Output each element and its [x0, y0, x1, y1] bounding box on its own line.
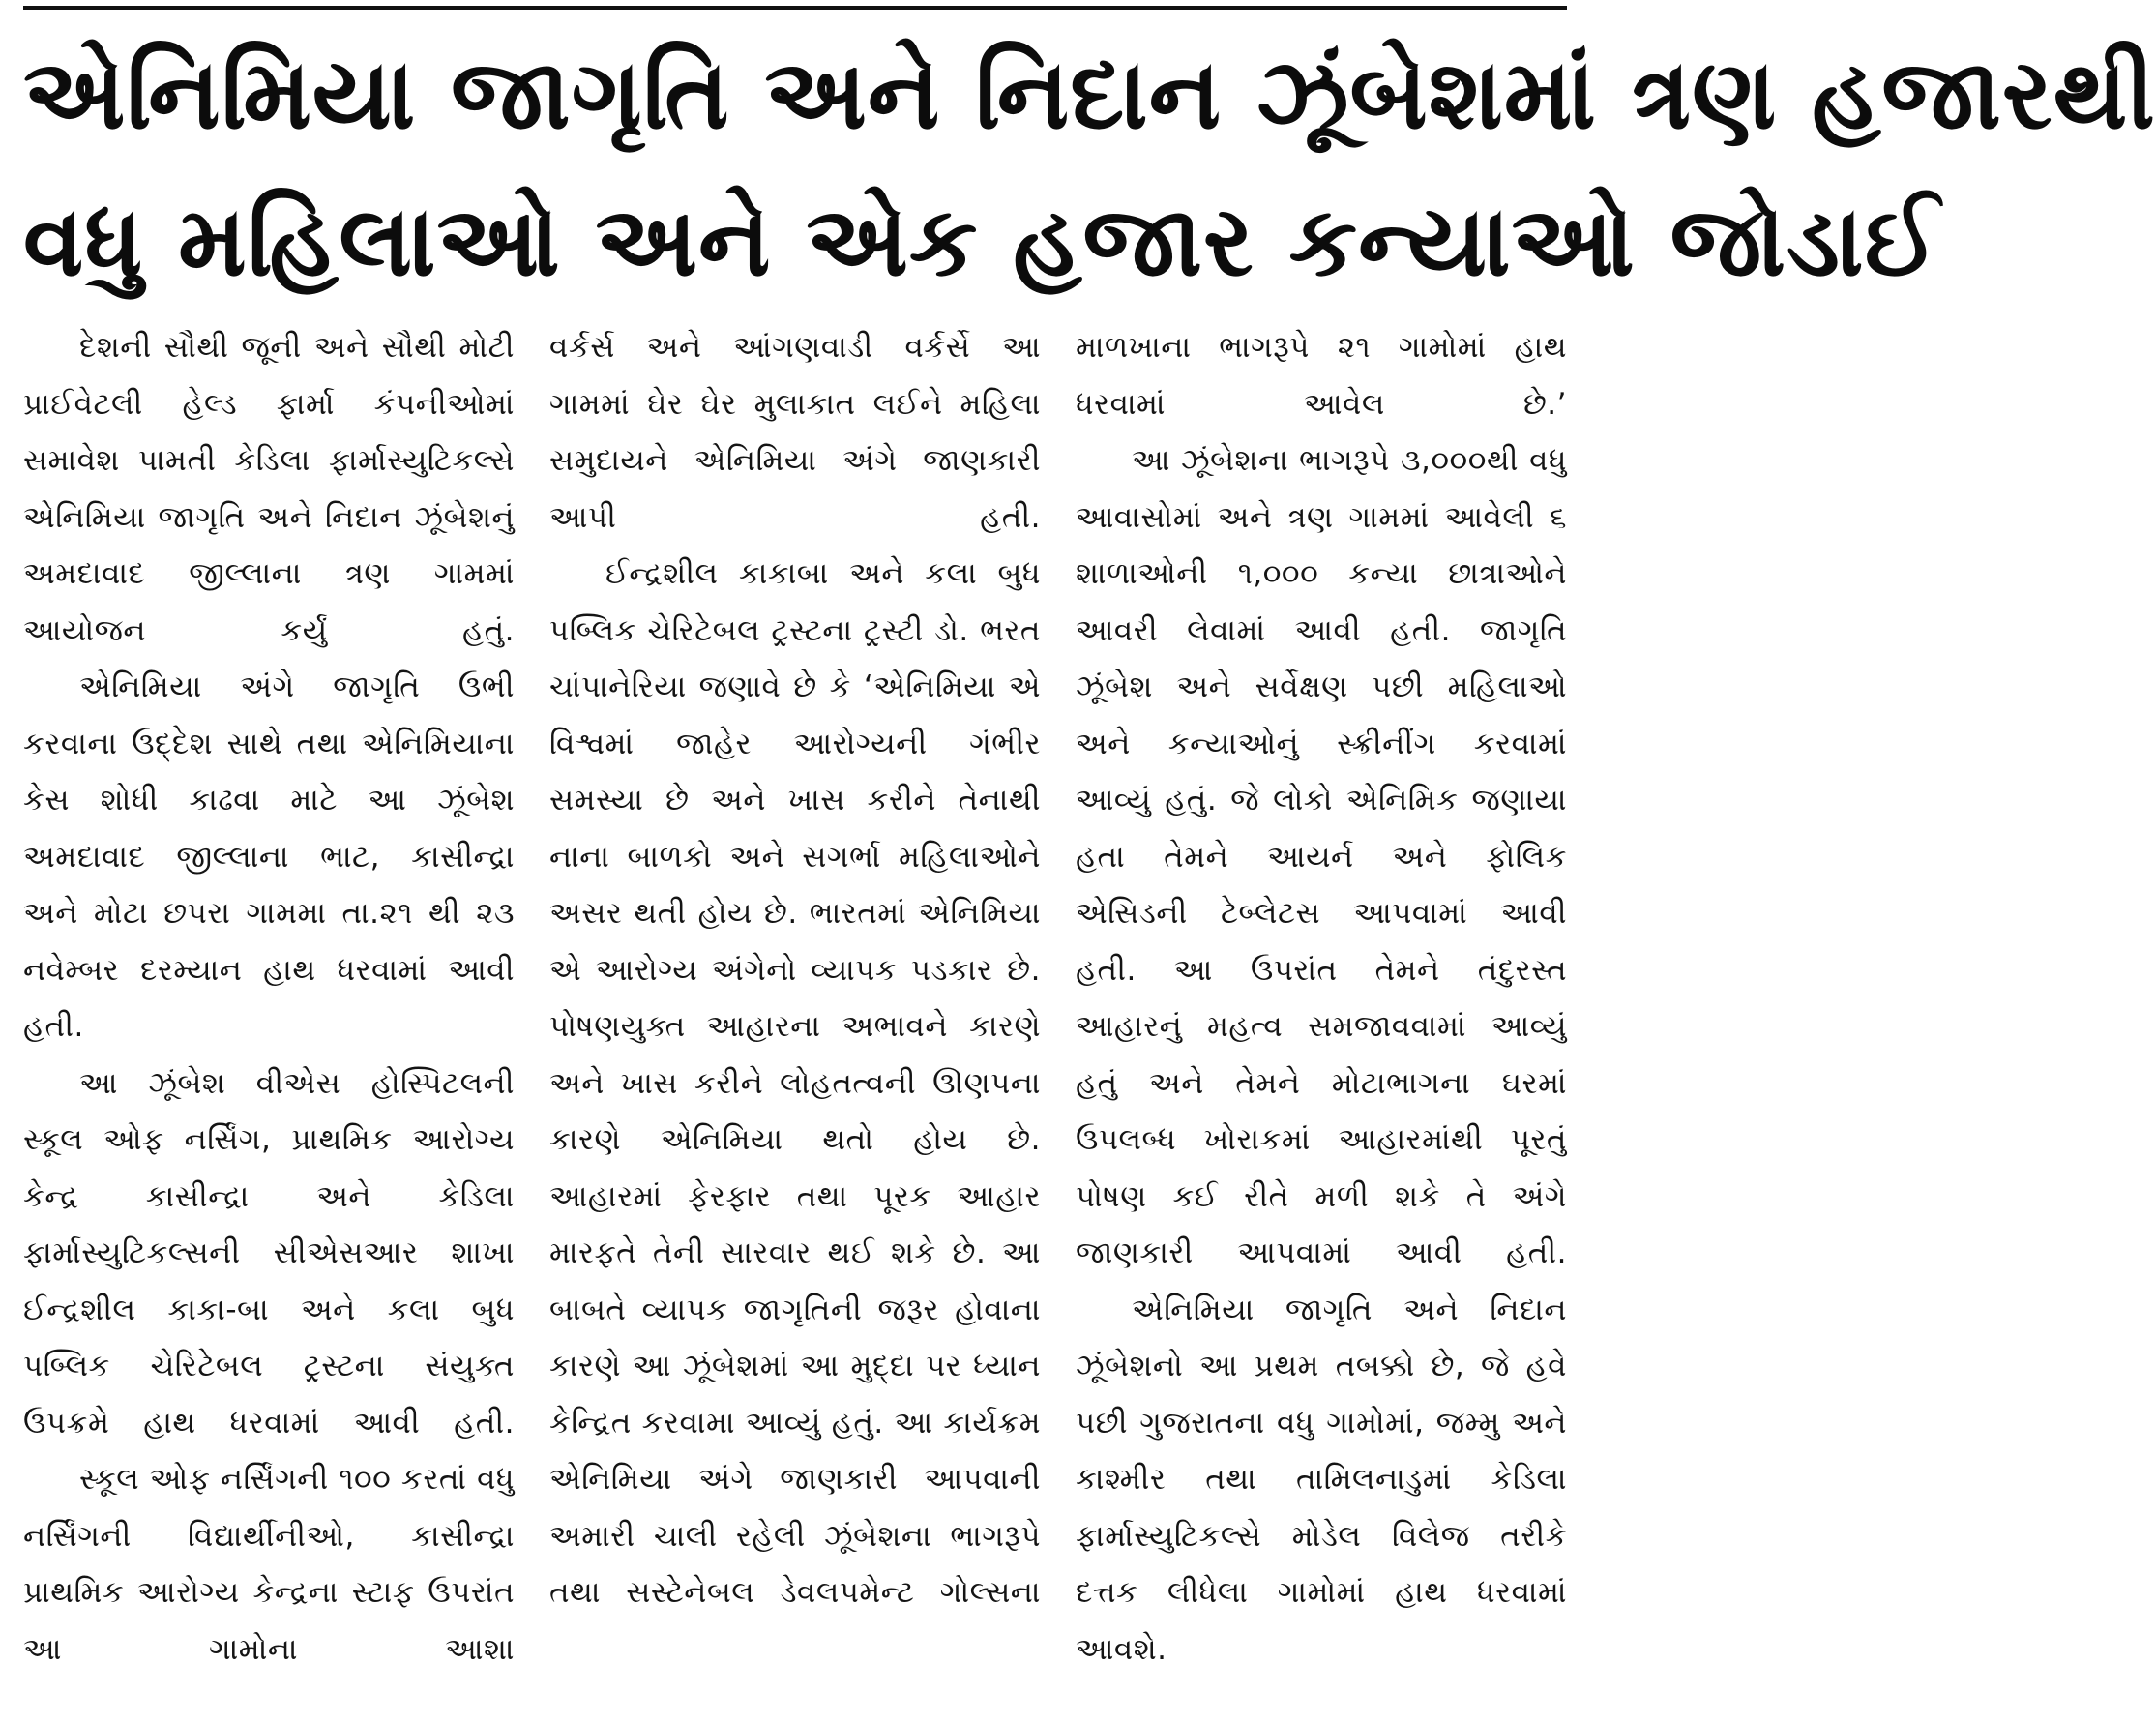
- article-body: [23, 319, 1567, 1722]
- headline-line-1: એનિમિયા જાગૃતિ અને નિદાન ઝૂંબેશમાં ત્રણ હજારથી: [23, 38, 2156, 151]
- headline-line-2: વધુ મહિલાઓ અને એક હજાર કન્યાઓ જોડાઈ: [23, 185, 1940, 298]
- paragraph: દેશની સૌથી જૂની અને સૌથી મોટી પ્રાઈવેટલી હેલ્ડ ફાર્મા કંપનીઓમાં સમાવેશ પામતી કેડિલા ફાર્માસ્યુટિકલ્સે એનિમિયા જાગૃતિ અને નિદાન ઝૂંબેશનું અમદાવાદ જીલ્લાના ત્રણ ગામમાં આયોજન કર્યું હતું.: [23, 330, 515, 648]
- paragraph: આ ઝૂંબેશના ભાગરૂપે ૩,૦૦૦થી વધુ આવાસોમાં અને ત્રણ ગામમાં આવેલી ૬ શાળાઓની ૧,૦૦૦ કન્યા છાત્રાઓને આવરી લેવામાં આવી હતી. જાગૃતિ ઝૂંબેશ અને સર્વેક્ષણ પછી મહિલાઓ અને કન્યાઓનું સ્ક્રીનીંગ કરવામાં આવ્યું હતું. જે લોકો એનિમિક જણાયા હતા તેમને આયર્ન અને ફોલિક એસિડની ટેબ્લેટસ આપવામાં આવી હતી. આ ઉપરાંત તેમને તંદુરસ્ત આહારનું મહત્વ સમજાવવામાં આવ્યું હતું અને તેમને મોટાભાગના ઘરમાં ઉપલબ્ધ ખોરાકમાં આહારમાંથી પૂરતું પોષણ કઈ રીતે મળી શકે તે અંગે જાણકારી આપવામાં આવી હતી.: [1076, 443, 1567, 1270]
- paragraph: એનિમિયા અંગે જાગૃતિ ઉભી કરવાના ઉદ્દેશ સાથે તથા એનિમિયાના કેસ શોધી કાઢવા માટે આ ઝૂંબેશ અમદાવાદ જીલ્લાના ભાટ, કાસીન્દ્રા અને મોટા છપરા ગામમા તા.૨૧ થી ૨૩ નવેમ્બર દરમ્યાન હાથ ધરવામાં આવી હતી.: [23, 669, 515, 1044]
- paragraph: વર્કર્સ અને આંગણવાડી વર્કર્સે આ ગામમાં ઘેર ઘેર મુલાકાત લઈને મહિલા સમુદાયને એનિમિયા અંગે જાણકારી આપી હતી.: [549, 330, 1041, 535]
- column-3: [1076, 319, 1567, 1722]
- paragraph: માળખાના ભાગરૂપે ૨૧ ગામોમાં હાથ ધરવામાં આવેલ છે.’: [1076, 330, 1567, 422]
- paragraph: ઈન્દ્રશીલ કાકાબા અને કલા બુધ પબ્લિક ચેરિટેબલ ટ્રસ્ટના ટ્રસ્ટી ડો. ભરત ચાંપાનેરિયા જણાવે છે કે ‘એનિમિયા એ વિશ્વમાં જાહેર આરોગ્યની ગંભીર સમસ્યા છે અને ખાસ કરીને તેનાથી નાના બાળકો અને સગર્ભા મહિલાઓને અસર થતી હોય છે. ભારતમાં એનિમિયા એ આરોગ્ય અંગેનો વ્યાપક પડકાર છે. પોષણયુક્ત આહારના અભાવને કારણે અને ખાસ કરીને લોહતત્વની ઊણપના કારણે એનિમિયા થતો હોય છે. આહારમાં ફેરફાર તથા પૂરક આહાર મારફતે તેની સારવાર થઈ શકે છે. આ બાબતે વ્યાપક જાગૃતિની જરૂર હોવાના કારણે આ ઝૂંબેશમાં આ મુદ્દા પર ધ્યાન કેન્દ્રિત કરવામા આવ્યું હતું. આ કાર્યક્રમ એનિમિયા અંગે જાણકારી આપવાની અમારી ચાલી રહેલી ઝૂંબેશના ભાગરૂપે તથા સસ્ટેનેબલ ડેવલપમેન્ટ ગોલ્સના: [549, 556, 1041, 1610]
- paragraph: સ્કૂલ ઓફ નર્સિંગની ૧૦૦ કરતાં વધુ નર્સિંગની વિદ્યાર્થીનીઓ, કાસીન્દ્રા પ્રાથમિક આરોગ્ય કેન્દ્રના સ્ટાફ ઉપરાંત આ ગામોના આશા: [23, 1462, 515, 1667]
- headline: [23, 21, 2156, 315]
- column-2: [549, 319, 1041, 1722]
- top-rule: [23, 6, 1567, 10]
- paragraph: એનિમિયા જાગૃતિ અને નિદાન ઝૂંબેશનો આ પ્રથમ તબક્કો છે, જે હવે પછી ગુજરાતના વધુ ગામોમાં, જમ્મુ અને કાશ્મીર તથા તામિલનાડુમાં કેડિલા ફાર્માસ્યુટિકલ્સે મોડેલ વિલેજ તરીકે દત્તક લીધેલા ગામોમાં હાથ ધરવામાં આવશે.: [1076, 1292, 1567, 1667]
- column-1: [23, 319, 515, 1722]
- paragraph: આ ઝૂંબેશ વીએસ હોસ્પિટલની સ્કૂલ ઓફ નર્સિંગ, પ્રાથમિક આરોગ્ય કેન્દ્ર કાસીન્દ્રા અને કેડિલા ફાર્માસ્યુટિકલ્સની સીએસઆર શાખા ઈન્દ્રશીલ કાકા-બા અને કલા બુધ પબ્લિક ચેરિટેબલ ટ્રસ્ટના સંયુક્ત ઉપક્રમે હાથ ધરવામાં આવી હતી.: [23, 1065, 515, 1441]
